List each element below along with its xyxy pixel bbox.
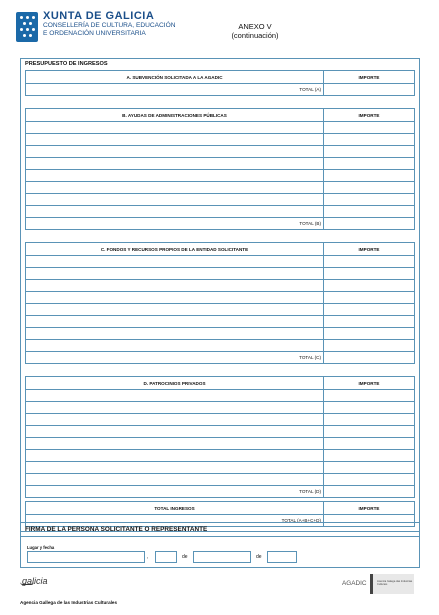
agadic-tagline: Axencia Galega das Industrias Culturais (377, 580, 413, 587)
section-total-field[interactable] (324, 352, 414, 363)
section-total-row (26, 83, 414, 95)
concept-field[interactable] (26, 170, 324, 181)
section-total-field[interactable] (324, 84, 414, 95)
importe-header: IMPORTE (358, 246, 380, 252)
entry-row (26, 413, 414, 425)
entry-row (26, 145, 414, 157)
org-name (43, 10, 176, 38)
amount-field[interactable] (324, 182, 414, 193)
concept-field[interactable] (26, 158, 324, 169)
de-label-1: de (182, 554, 188, 560)
galicia-swoosh-icon (20, 582, 34, 585)
concept-field[interactable] (26, 474, 324, 485)
section-heading: B. AYUDAS DE ADMINISTRACIONES PÚBLICAS (26, 109, 324, 121)
section-header-row (26, 377, 414, 389)
total-income-row (26, 502, 414, 514)
agency-name: Agencia Gallega de las Industrias Culturales (20, 600, 118, 605)
amount-field[interactable] (324, 268, 414, 279)
section-c (25, 242, 415, 364)
header (16, 10, 426, 54)
entry-row (26, 279, 414, 291)
amount-field[interactable] (324, 280, 414, 291)
section-header-row (26, 71, 414, 83)
entry-row (26, 181, 414, 193)
concept-field[interactable] (26, 206, 324, 217)
de-label-2: de (256, 554, 262, 560)
entry-row (26, 205, 414, 217)
entry-row (26, 461, 414, 473)
entry-row (26, 157, 414, 169)
entry-row (26, 169, 414, 181)
place-field[interactable] (27, 551, 145, 563)
section-total-label: TOTAL (B) (26, 218, 324, 229)
agadic-logo: AGADIC (342, 580, 367, 587)
section-d (25, 376, 415, 498)
signature-title: FIRMA DE LA PERSONA SOLICITANTE O REPRESENTANTE (25, 526, 208, 533)
concept-field[interactable] (26, 122, 324, 133)
section-heading: D. PATROCINIOS PRIVADOS (26, 377, 324, 389)
place-date-label: Lugar y fecha (27, 545, 55, 550)
entry-row (26, 473, 414, 485)
amount-field[interactable] (324, 414, 414, 425)
galicia-logo: galicia (22, 576, 48, 586)
section-heading: C. FONDOS Y RECURSOS PROPIOS DE LA ENTIDAD SOLICITANTE (26, 243, 324, 255)
entry-row (26, 389, 414, 401)
concept-field[interactable] (26, 146, 324, 157)
amount-field[interactable] (324, 402, 414, 413)
section-total-row (26, 217, 414, 229)
entry-row (26, 291, 414, 303)
annex-line-2: (continuación) (231, 31, 279, 40)
concept-field[interactable] (26, 182, 324, 193)
day-field[interactable] (155, 551, 177, 563)
amount-field[interactable] (324, 450, 414, 461)
concept-field[interactable] (26, 414, 324, 425)
amount-field[interactable] (324, 304, 414, 315)
importe-header: IMPORTE (358, 380, 380, 386)
entry-row (26, 255, 414, 267)
amount-field[interactable] (324, 438, 414, 449)
amount-field[interactable] (324, 316, 414, 327)
signature-section (20, 522, 420, 568)
section-total-row (26, 485, 414, 497)
concept-field[interactable] (26, 316, 324, 327)
amount-field[interactable] (324, 340, 414, 351)
entry-row (26, 193, 414, 205)
org-subtitle-1: CONSELLERÍA DE CULTURA, EDUCACIÓN (43, 22, 176, 29)
section-b (25, 108, 415, 230)
concept-field[interactable] (26, 340, 324, 351)
section-heading: A. SUBVENCIÓN SOLICITADA A LA AGADIC (26, 71, 324, 83)
xunta-logo-icon (16, 12, 38, 42)
org-subtitle-2: E ORDENACIÓN UNIVERSITARIA (43, 30, 146, 37)
amount-field[interactable] (324, 474, 414, 485)
entry-row (26, 425, 414, 437)
concept-field[interactable] (26, 390, 324, 401)
concept-field[interactable] (26, 292, 324, 303)
entry-row (26, 437, 414, 449)
form-title: PRESUPUESTO DE INGRESOS (25, 61, 108, 67)
amount-field[interactable] (324, 122, 414, 133)
amount-field[interactable] (324, 194, 414, 205)
section-total-label: TOTAL (D) (26, 486, 324, 497)
entry-row (26, 339, 414, 351)
budget-form (20, 58, 420, 532)
annex-line-1: ANEXO V (238, 22, 272, 31)
amount-field[interactable] (324, 146, 414, 157)
amount-field[interactable] (324, 170, 414, 181)
section-total-label: TOTAL (A) (26, 84, 324, 95)
amount-field[interactable] (324, 292, 414, 303)
entry-row (26, 267, 414, 279)
entry-row (26, 449, 414, 461)
entry-row (26, 401, 414, 413)
section-total-field[interactable] (324, 486, 414, 497)
amount-field[interactable] (324, 390, 414, 401)
section-a (25, 70, 415, 96)
section-total-row (26, 351, 414, 363)
concept-field[interactable] (26, 462, 324, 473)
concept-field[interactable] (26, 426, 324, 437)
importe-header: IMPORTE (358, 505, 380, 511)
amount-field[interactable] (324, 256, 414, 267)
total-sum-label: TOTAL (A+B+C+D) (26, 515, 324, 526)
concept-field[interactable] (26, 134, 324, 145)
total-income-label: TOTAL INGRESOS (26, 502, 324, 514)
entry-row (26, 327, 414, 339)
section-header-row (26, 243, 414, 255)
annex-title (210, 22, 300, 40)
concept-field[interactable] (26, 438, 324, 449)
entry-row (26, 133, 414, 145)
concept-field[interactable] (26, 328, 324, 339)
section-total-label: TOTAL (C) (26, 352, 324, 363)
entry-row (26, 315, 414, 327)
amount-field[interactable] (324, 328, 414, 339)
concept-field[interactable] (26, 268, 324, 279)
concept-field[interactable] (26, 402, 324, 413)
amount-field[interactable] (324, 206, 414, 217)
amount-field[interactable] (324, 426, 414, 437)
month-field[interactable] (193, 551, 251, 563)
concept-field[interactable] (26, 280, 324, 291)
agadic-badge-icon (370, 574, 414, 594)
comma-separator: , (147, 554, 149, 560)
footer (20, 572, 420, 610)
org-title: XUNTA DE GALICIA (43, 10, 155, 22)
importe-header: IMPORTE (358, 74, 380, 80)
concept-field[interactable] (26, 256, 324, 267)
year-field[interactable] (267, 551, 297, 563)
amount-field[interactable] (324, 134, 414, 145)
concept-field[interactable] (26, 450, 324, 461)
entry-row (26, 121, 414, 133)
amount-field[interactable] (324, 462, 414, 473)
entry-row (26, 303, 414, 315)
concept-field[interactable] (26, 304, 324, 315)
amount-field[interactable] (324, 158, 414, 169)
importe-header: IMPORTE (358, 112, 380, 118)
section-total-field[interactable] (324, 218, 414, 229)
concept-field[interactable] (26, 194, 324, 205)
section-header-row (26, 109, 414, 121)
